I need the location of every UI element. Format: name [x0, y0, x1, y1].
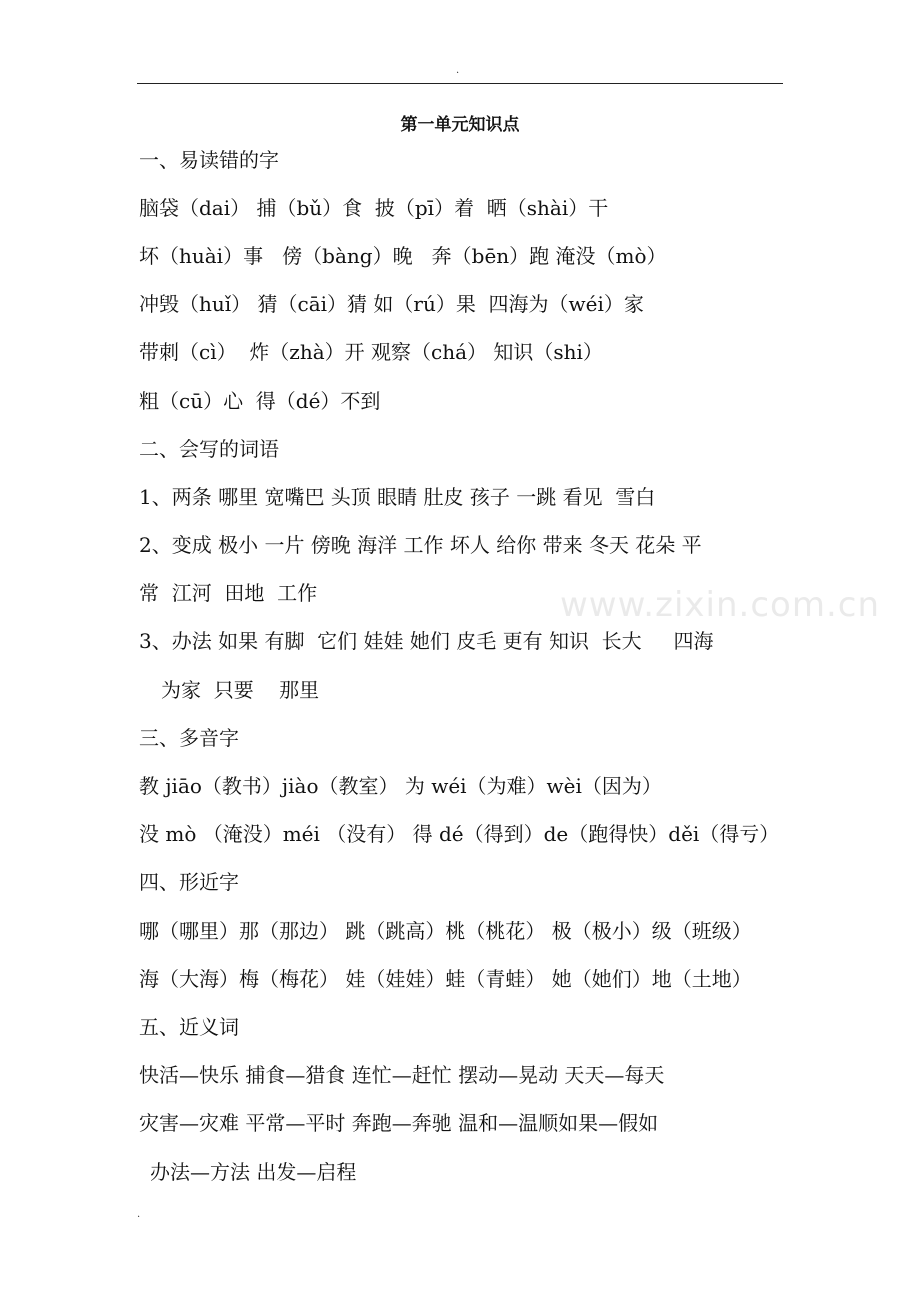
text-line: 海（大海）梅（梅花） 娃（娃娃）蛙（青蛙） 她（她们）地（土地） — [139, 967, 752, 991]
text-line: 带刺（cì） 炸（zhà）开 观察（chá） 知识（shi） — [139, 340, 603, 364]
text-line: 冲毁（huǐ） 猜（cāi）猜 如（rú）果 四海为（wéi）家 — [139, 292, 644, 316]
section-heading-synonyms: 五、近义词 — [139, 1015, 239, 1039]
section-heading-writing-words: 二、会写的词语 — [139, 437, 279, 461]
section-heading-misread-chars: 一、易读错的字 — [139, 148, 279, 172]
section-heading-similar-shape: 四、形近字 — [139, 870, 239, 894]
text-line: 灾害—灾难 平常—平时 奔跑—奔驰 温和—温顺如果—假如 — [139, 1111, 659, 1135]
watermark: www.zixin.com.cn — [560, 585, 880, 625]
text-line: 快活—快乐 捕食—猎食 连忙—赶忙 摆动—晃动 天天—每天 — [139, 1063, 665, 1087]
text-line: 办法—方法 出发—启程 — [150, 1160, 357, 1184]
text-line: 没 mò （淹没）méi （没有） 得 dé（得到）de（跑得快）děi（得亏） — [139, 822, 780, 846]
text-line: 3、办法 如果 有脚 它们 娃娃 她们 皮毛 更有 知识 长大 四海 — [139, 629, 714, 653]
page-title: 第一单元知识点 — [400, 115, 520, 135]
header-rule — [137, 83, 783, 84]
footer-dot: . — [137, 1209, 141, 1220]
section-heading-polyphonic: 三、多音字 — [139, 726, 239, 750]
text-line: 2、变成 极小 一片 傍晚 海洋 工作 坏人 给你 带来 冬天 花朵 平 — [139, 533, 702, 557]
text-line: 为家 只要 那里 — [161, 678, 320, 702]
text-line: 教 jiāo（教书）jiào（教室） 为 wéi（为难）wèi（因为） — [139, 774, 662, 798]
text-line: 脑袋（dai） 捕（bǔ）食 披（pī）着 晒（shài）干 — [139, 196, 609, 220]
text-line: 坏（huài）事 傍（bàng）晚 奔（bēn）跑 淹没（mò） — [139, 244, 667, 268]
text-line: 粗（cū）心 得（dé）不到 — [139, 389, 381, 413]
header-dot: . — [456, 65, 460, 76]
text-line: 哪（哪里）那（那边） 跳（跳高）桃（桃花） 极（极小）级（班级） — [139, 919, 752, 943]
text-line: 1、两条 哪里 宽嘴巴 头顶 眼睛 肚皮 孩子 一跳 看见 雪白 — [139, 485, 656, 509]
text-line: 常 江河 田地 工作 — [139, 581, 318, 605]
